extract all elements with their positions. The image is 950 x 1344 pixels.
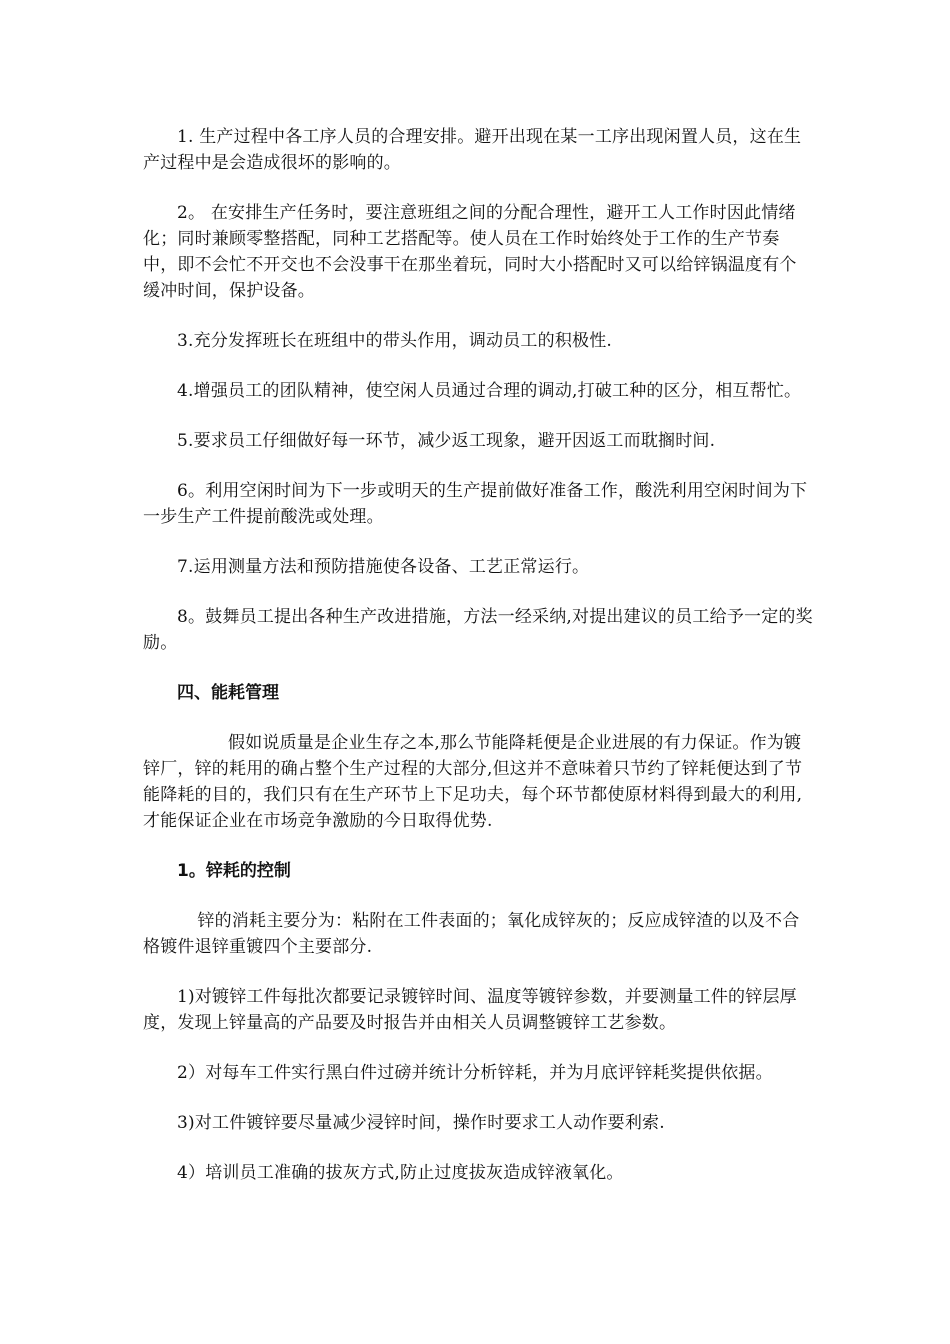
section-intro: 假如说质量是企业生存之本,那么节能降耗便是企业进展的有力保证。作为镀锌厂，锌的耗用的确占整个生产过程的大部分,但这并不意味着只节约了锌耗便达到了节能降耗的目的，我们只有在生产环节上下足功夫，每个环节都使原材料得到最大的利用,才能保证企业在市场竞争激励的今日取得优势. — [143, 733, 803, 831]
paragraph-6: 6。利用空闲时间为下一步或明天的生产提前做好准备工作，酸洗利用空闲时间为下一步生产工件提前酸洗或处理。 — [143, 481, 808, 527]
subsection-intro: 锌的消耗主要分为：粘附在工件表面的；氧化成锌灰的；反应成锌渣的以及不合格镀件退锌重镀四个主要部分. — [143, 911, 800, 957]
item-4: 4）培训员工准确的拔灰方式,防止过度拔灰造成锌液氧化。 — [177, 1163, 624, 1183]
paragraph-1: 1. 生产过程中各工序人员的合理安排。避开出现在某一工序出现闲置人员，这在生产过程中是会造成很坏的影响的。 — [143, 127, 802, 173]
section-heading: 四、能耗管理 — [177, 683, 279, 703]
subsection-heading: 1。锌耗的控制 — [177, 861, 291, 881]
paragraph-4: 4.增强员工的团队精神，使空闲人员通过合理的调动,打破工种的区分，相互帮忙。 — [177, 381, 802, 401]
paragraph-3: 3.充分发挥班长在班组中的带头作用，调动员工的积极性. — [177, 331, 613, 351]
item-1: 1)对镀锌工件每批次都要记录镀锌时间、温度等镀锌参数，并要测量工件的锌层厚度，发现上锌量高的产品要及时报告并由相关人员调整镀锌工艺参数。 — [143, 987, 797, 1033]
item-3: 3)对工件镀锌要尽量减少浸锌时间，操作时要求工人动作要利索. — [177, 1113, 665, 1133]
item-2: 2）对每车工件实行黑白件过磅并统计分析锌耗，并为月底评锌耗奖提供依据。 — [177, 1063, 773, 1083]
paragraph-8: 8。鼓舞员工提出各种生产改进措施，方法一经采纳,对提出建议的员工给予一定的奖励。 — [143, 607, 813, 653]
paragraph-7: 7.运用测量方法和预防措施使各设备、工艺正常运行。 — [177, 557, 590, 577]
paragraph-5: 5.要求员工仔细做好每一环节，减少返工现象，避开因返工而耽搁时间. — [177, 431, 716, 451]
paragraph-2: 2。 在安排生产任务时，要注意班组之间的分配合理性，避开工人工作时因此情绪化；同时兼顾零整搭配，同种工艺搭配等。使人员在工作时始终处于工作的生产节奏中，即不会忙不开交也不会没事干在那坐着玩，同时大小搭配时又可以给锌锅温度有个缓冲时间，保护设备。 — [143, 203, 797, 301]
document-body — [143, 124, 813, 1186]
